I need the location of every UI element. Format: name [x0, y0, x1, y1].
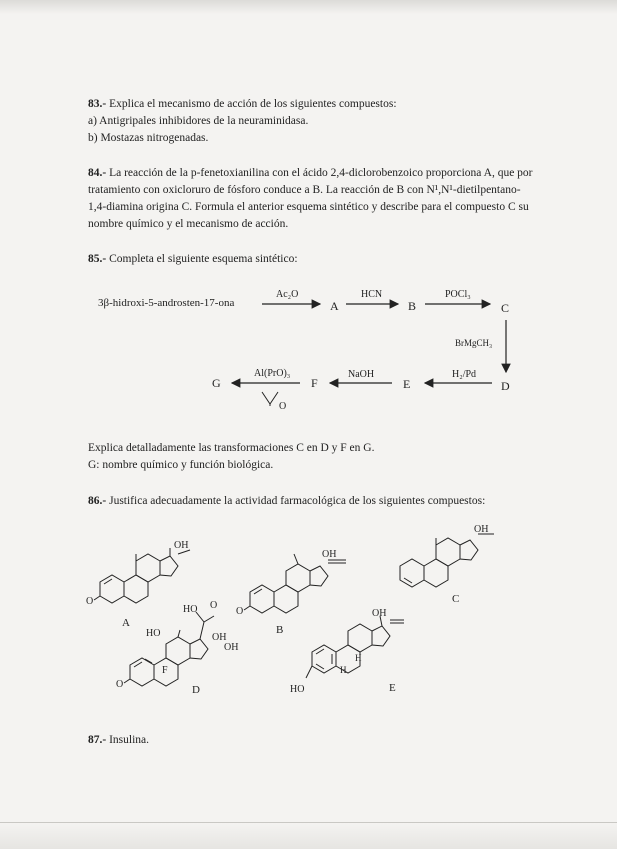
scheme-start-material: 3β-hidroxi-5-androsten-17-ona [98, 297, 235, 309]
structure-e-h-2: H [340, 665, 347, 675]
question-84-line-2: tratamiento con oxicloruro de fósforo conduce a B. La reacción de B con N¹,N¹-dietilpentano- [88, 184, 521, 196]
structure-a-oxygen: O [86, 596, 94, 607]
question-83-heading [88, 97, 397, 112]
acetone-structure [262, 392, 278, 406]
question-84-line-3: 1,4-diamina origina C. Formula el anterior esquema sintético y describe para el compuesto C su [88, 201, 529, 213]
reagent-al-pro3: Al(PrO)₃ [254, 368, 291, 379]
question-87-prompt: Insulina. [109, 734, 150, 746]
reagent-naoh: NaOH [348, 369, 375, 380]
structure-e-ho: HO [290, 684, 305, 695]
compound-f-label: F [311, 376, 318, 390]
compound-b-label: B [408, 299, 417, 313]
reagent-ac2o: Ac₂O [276, 289, 299, 300]
compound-g-label: G [212, 376, 221, 390]
question-85-explain-1: Explica detalladamente las transformaciones C en D y F en G. [88, 442, 375, 454]
structure-b-oh: OH [322, 549, 337, 560]
structure-b [244, 554, 346, 613]
question-86-prompt: Justifica adecuadamente la actividad farmacológica de los siguientes compuestos: [109, 495, 486, 507]
question-85-prompt: Completa el siguiente esquema sintético: [109, 253, 298, 265]
question-85-heading [88, 252, 298, 267]
structure-c-label: C [452, 593, 460, 605]
reagent-hcn: HCN [361, 289, 383, 300]
structure-d-fluorine: F [162, 665, 168, 676]
question-83-prompt: Explica el mecanismo de acción de los siguientes compuestos: [109, 98, 397, 110]
structure-d-oxygen: O [116, 679, 124, 690]
question-84-text-1: La reacción de la p-fenetoxianilina con el ácido 2,4-diclorobenzoico proporciona A, que por [109, 167, 533, 179]
synthesis-scheme [0, 280, 617, 430]
question-86-heading [88, 494, 485, 509]
scan-edge-bottom [0, 822, 617, 849]
compound-a-label: A [330, 299, 339, 313]
question-87-number: 87.- [88, 734, 107, 746]
structure-d-ho: HO [146, 628, 161, 639]
acetone-oxygen: O [279, 401, 287, 412]
reagent-brmgch3: BrMgCH₃ [455, 338, 493, 348]
structure-c-oh: OH [474, 524, 489, 535]
structure-e-label: E [389, 682, 396, 694]
compound-e-label: E [403, 377, 411, 391]
reagent-pocl3: POCl₃ [445, 289, 471, 300]
structure-d-oh-2: OH [224, 642, 239, 653]
question-83-item-a: a) Antigripales inhibidores de la neuraminidasa. [88, 115, 309, 127]
structure-a-label: A [122, 617, 130, 629]
question-85-explain-2: G: nombre químico y función biológica. [88, 459, 274, 471]
question-83-item-b: b) Mostazas nitrogenadas. [88, 132, 209, 144]
steroid-structures [0, 520, 617, 700]
structure-a-oh: OH [174, 540, 189, 551]
structure-e-h-1: H [355, 653, 362, 663]
structure-d-oxygen-top: O [210, 600, 218, 611]
question-87-heading [88, 733, 149, 748]
question-83-number: 83.- [88, 98, 107, 110]
question-84-line-4: nombre químico y el mecanismo de acción. [88, 218, 289, 230]
structure-d-ho-top: HO [183, 604, 198, 615]
structure-e [306, 616, 404, 678]
structure-b-oxygen: O [236, 606, 244, 617]
reagent-h2-pd: H₂/Pd [452, 369, 477, 380]
structure-e-oh: OH [372, 608, 387, 619]
question-84-number: 84.- [88, 167, 107, 179]
structure-d [124, 612, 214, 686]
structure-a [94, 548, 190, 603]
question-86-number: 86.- [88, 495, 107, 507]
compound-c-label: C [501, 301, 510, 315]
scan-edge-top [0, 0, 617, 14]
structure-b-label: B [276, 624, 284, 636]
structure-c [400, 534, 494, 587]
structure-d-label: D [192, 684, 200, 696]
question-84-line-1 [88, 166, 533, 181]
question-85-number: 85.- [88, 253, 107, 265]
compound-d-label: D [501, 379, 510, 393]
structure-d-oh-1: OH [212, 632, 227, 643]
